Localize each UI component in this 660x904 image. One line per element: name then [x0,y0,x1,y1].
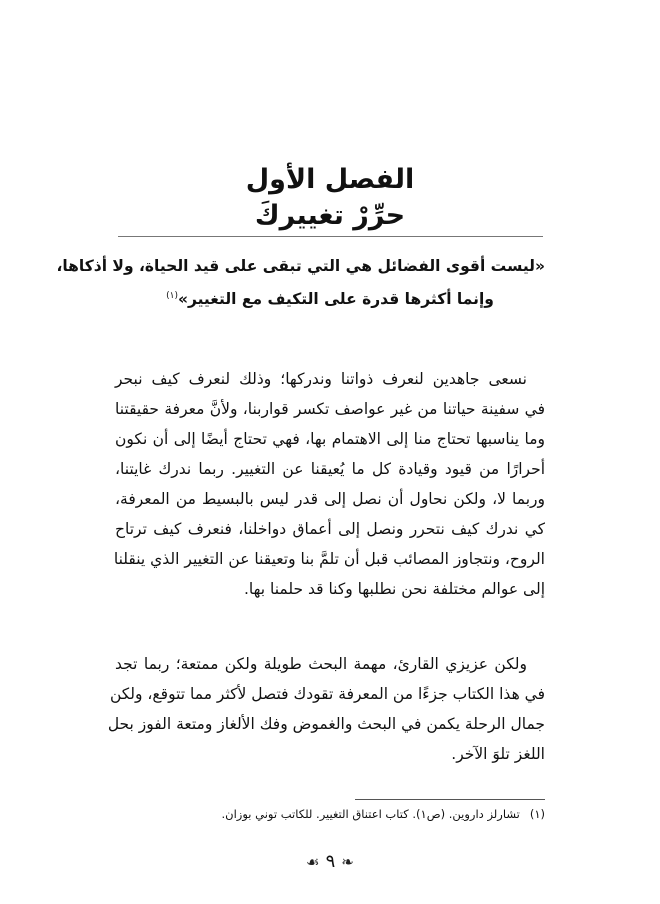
page-number [0,848,660,876]
epigraph-quote [56,251,545,314]
paragraph-line: وما يناسبها تحتاج منا إلى الاهتمام بها، فهي تحتاج أيضًا إلى أن نكون [115,430,545,448]
paragraph-line: وربما لا، ولكن نحاول أن نصل إلى قدر ليس بالبسيط من المعرفة، [115,490,545,508]
chapter-label: الفصل الأول [245,164,415,195]
paragraph [115,364,545,604]
paragraph-line: إلى عوالم مختلفة نحن نطلبها وكنا قد حلمنا بها. [243,580,545,598]
title-divider [118,236,543,237]
chapter-title: حرِّرْ تغييركَ [254,200,406,231]
footnote-number: (١) [529,807,545,821]
paragraph-line: أحرارًا من قيود وقيادة كل ما يُعيقنا عن التغيير. ربما ندرك غايتنا، [115,460,545,478]
paragraph-line: جمال الرحلة يكمن في البحث والغموض وفك الألغاز ومتعة الفوز بحل [107,715,545,733]
epigraph-line: «ليست أقوى الفضائل هي التي تبقى على قيد الحياة، ولا أذكاها، [56,257,545,275]
epigraph-line-text: وإنما أكثرها قدرة على التكيف مع التغيير» [177,290,494,309]
paragraph-line: ولكن عزيزي القارئ، مهمة البحث طويلة ولكن ممتعة؛ ربما تجد [115,655,527,673]
paragraph-line: في سفينة حياتنا من غير عواصف تكسر قواربنا، ولأنَّ معرفة حقيقتنا [115,400,545,418]
epigraph-line [115,281,545,314]
ornament-right-icon: ❧ [341,853,354,871]
footnote-reference[interactable]: (١) [166,291,178,301]
paragraph [107,649,545,769]
paragraph-line: الروح، ونتجاوز المصائب قبل أن تلمَّ بنا وتعيقنا عن التغيير الذي ينقلنا [113,550,545,568]
paragraph-line: في هذا الكتاب جزءًا من المعرفة تقودك فتصل لأكثر مما تتوقع، ولكن [109,685,545,703]
footnote-divider [355,799,545,800]
footnote [115,804,545,824]
paragraph-line: كي ندرك كيف نتحرر ونصل إلى أعماق دواخلنا، فنعرف كيف ترتاح [115,520,545,538]
footnote-text: تشارلز داروين. (ص١). كتاب اعتناق التغيير. للكاتب توني بوزان. [221,807,520,821]
ornament-left-icon: ☙ [306,853,320,871]
page-number-value: ٩ [325,851,336,872]
paragraph-line: نسعى جاهدين لنعرف ذواتنا وندركها؛ وذلك لنعرف كيف نبحر [115,370,527,388]
paragraph-line: اللغز تلوَ الآخر. [451,745,545,763]
